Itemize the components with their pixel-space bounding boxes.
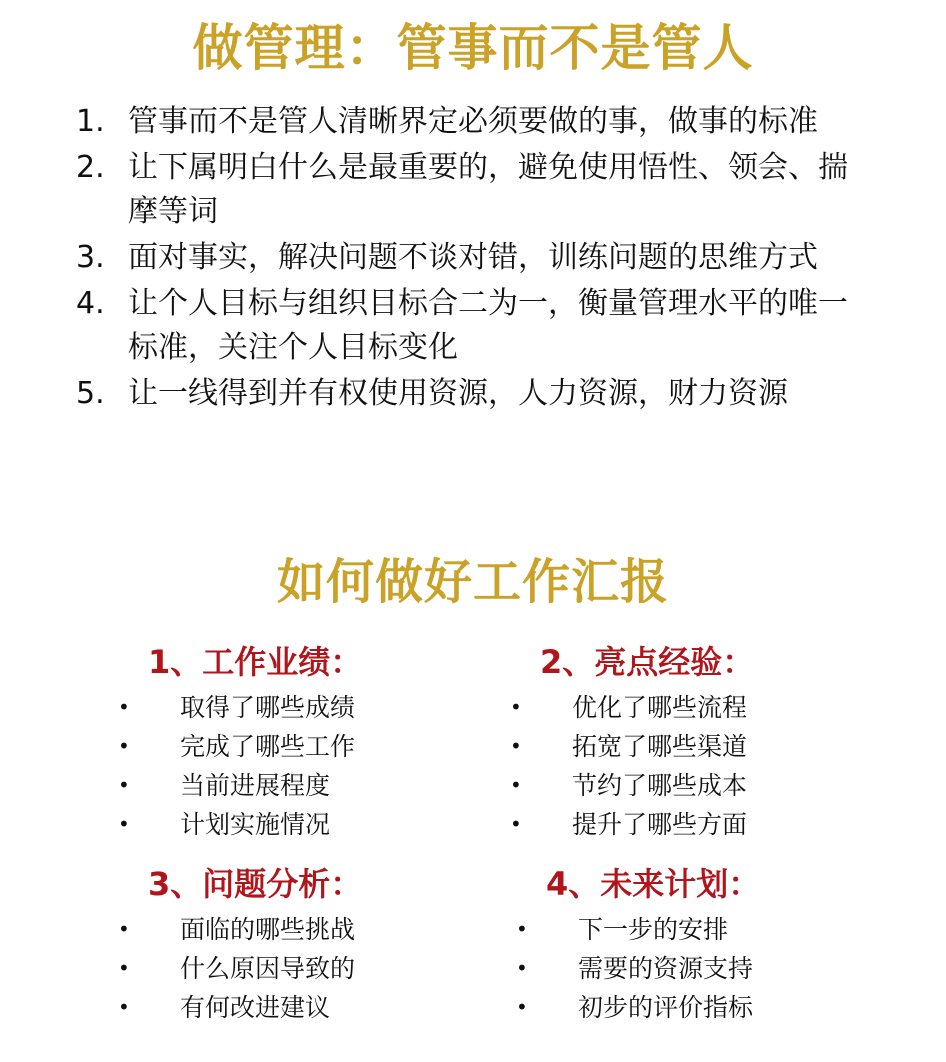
list-item	[516, 949, 876, 988]
list-item	[76, 372, 876, 416]
item-number: 2.	[76, 150, 105, 185]
list-item	[76, 236, 876, 280]
list-item	[118, 910, 478, 949]
section-heading: 3、问题分析：	[148, 865, 363, 903]
item-text: 面临的哪些挑战	[180, 915, 356, 944]
bullet-icon: •	[510, 695, 522, 719]
bullet-icon: •	[510, 734, 522, 758]
item-text: 计划实施情况	[180, 810, 331, 839]
bullet-icon: •	[118, 773, 130, 797]
section-heading: 4、未来计划：	[546, 865, 761, 903]
list-item	[118, 805, 478, 844]
bullet-icon: •	[516, 995, 528, 1019]
section-heading: 1、工作业绩：	[148, 643, 363, 681]
bullet-icon: •	[510, 773, 522, 797]
item-text: 节约了哪些成本	[572, 771, 748, 800]
list-item	[76, 146, 876, 234]
bullet-icon: •	[510, 812, 522, 836]
bullet-icon: •	[118, 695, 130, 719]
section-problem-analysis	[118, 862, 478, 1027]
item-text: 初步的评价指标	[578, 993, 754, 1022]
list-item	[510, 766, 870, 805]
list-item	[118, 688, 478, 727]
item-text: 提升了哪些方面	[572, 810, 748, 839]
bullet-icon: •	[516, 917, 528, 941]
bullet-icon: •	[118, 956, 130, 980]
item-text: 什么原因导致的	[180, 954, 356, 983]
item-text: 取得了哪些成绩	[180, 693, 356, 722]
bullet-icon: •	[118, 812, 130, 836]
list-item	[118, 949, 478, 988]
item-number: 4.	[76, 286, 105, 321]
list-item	[118, 766, 478, 805]
list-item	[516, 910, 876, 949]
item-text: 有何改进建议	[180, 993, 331, 1022]
bullet-icon: •	[516, 956, 528, 980]
list-item	[510, 805, 870, 844]
item-text: 拓宽了哪些渠道	[572, 732, 748, 761]
list-item	[76, 100, 876, 144]
section-highlights	[510, 640, 870, 844]
item-text: 需要的资源支持	[578, 954, 754, 983]
section-title: 如何做好工作汇报	[276, 554, 669, 610]
list-item	[510, 688, 870, 727]
list-item	[516, 988, 876, 1027]
section-work-performance	[118, 640, 478, 844]
bullet-icon: •	[118, 917, 130, 941]
section-future-plan	[516, 862, 876, 1027]
list-item	[118, 727, 478, 766]
item-text: 当前进展程度	[180, 771, 331, 800]
item-number: 1.	[76, 104, 105, 139]
bullet-icon: •	[118, 734, 130, 758]
item-text: 面对事实，解决问题不谈对错，训练问题的思维方式	[128, 240, 818, 275]
item-text: 完成了哪些工作	[180, 732, 356, 761]
management-principles-list	[76, 100, 876, 418]
section-heading: 2、亮点经验：	[540, 643, 755, 681]
item-text: 让下属明白什么是最重要的，避免使用悟性、领会、揣摩等词	[128, 150, 848, 229]
item-text: 让个人目标与组织目标合二为一，衡量管理水平的唯一标准，关注个人目标变化	[128, 286, 848, 365]
list-item	[510, 727, 870, 766]
bullet-icon: •	[118, 995, 130, 1019]
item-number: 3.	[76, 240, 105, 275]
item-number: 5.	[76, 376, 105, 411]
item-text: 优化了哪些流程	[572, 693, 748, 722]
page-title: 做管理：管事而不是管人	[192, 19, 754, 77]
list-item	[118, 988, 478, 1027]
item-text: 管事而不是管人清晰界定必须要做的事，做事的标准	[128, 104, 818, 139]
item-text: 让一线得到并有权使用资源，人力资源，财力资源	[128, 376, 788, 411]
item-text: 下一步的安排	[578, 915, 729, 944]
list-item	[76, 282, 876, 370]
